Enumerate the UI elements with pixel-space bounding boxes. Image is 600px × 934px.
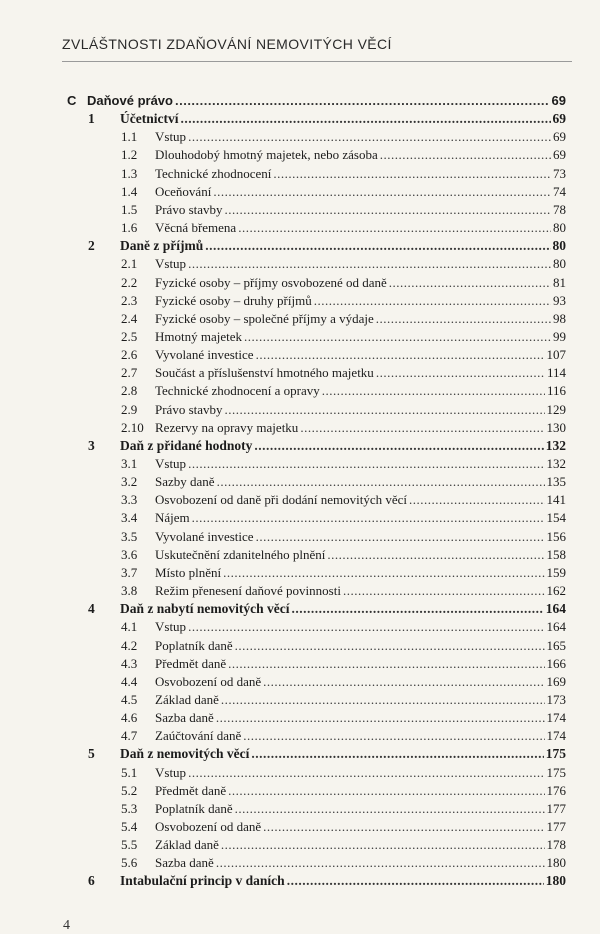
toc-entry-number: 3.7 (121, 564, 138, 580)
toc-entry-page: 80 (553, 220, 566, 236)
toc-entry-number: 3.4 (121, 510, 138, 526)
toc-entry-line (155, 329, 566, 345)
toc-entry-number: 3.8 (121, 583, 138, 599)
toc-entry-number: 3.1 (121, 456, 138, 471)
toc-entry-line (155, 547, 566, 563)
toc-entry-page: 165 (546, 637, 566, 653)
toc-dot-leader (235, 801, 545, 817)
toc-entry-line (155, 565, 566, 581)
toc-entry-line (155, 220, 566, 236)
toc-entry-line (155, 765, 566, 781)
toc-entry-page: 74 (553, 183, 566, 199)
toc-entry-line (155, 783, 566, 799)
toc-dot-leader (228, 783, 544, 799)
toc-dot-leader (314, 293, 551, 309)
toc-entry-line (155, 638, 566, 654)
toc-dot-leader (256, 529, 545, 545)
toc-entry-title: Poplatník daně (155, 637, 233, 653)
toc-dot-leader (192, 510, 545, 526)
toc-entry-title: Režim přenesení daňové povinnosti (155, 583, 341, 599)
toc-entry-page: 178 (546, 837, 566, 853)
toc-dot-leader (244, 329, 551, 345)
toc-entry-number: 1.2 (121, 147, 138, 163)
toc-entry-line (120, 601, 566, 617)
toc-entry-page: 135 (546, 474, 566, 490)
toc-entry-title: Vstup (155, 129, 187, 145)
toc-entry-title: Intabulační princip v daních (120, 873, 285, 889)
toc-entry-number: C (67, 93, 77, 108)
toc-entry-page: 69 (551, 93, 566, 108)
toc-entry-line (155, 365, 566, 381)
toc-entry-line (155, 129, 566, 145)
toc-dot-leader (188, 765, 544, 781)
toc-entry-number: 5.6 (121, 855, 138, 871)
toc-dot-leader (343, 583, 545, 599)
toc-entry-number: 4.6 (121, 710, 138, 726)
toc-entry-title: Poplatník daně (155, 800, 233, 816)
toc-entry-title: Nájem (155, 510, 190, 526)
toc-dot-leader (223, 565, 544, 581)
toc-entry-number: 2.9 (121, 401, 138, 417)
toc-entry-number: 3 (88, 437, 95, 453)
toc-dot-leader (254, 438, 543, 454)
toc-entry-page: 164 (545, 601, 566, 617)
toc-entry-title: Osvobození od daně (155, 673, 262, 689)
toc-entry-page: 159 (546, 564, 566, 580)
toc-entry-line (155, 293, 566, 309)
toc-entry-page: 80 (553, 256, 566, 272)
toc-entry-line (155, 456, 566, 472)
toc-entry-number: 2.1 (121, 256, 138, 272)
toc-entry-page: 141 (546, 492, 566, 508)
toc-entry-number: 4.7 (121, 728, 138, 744)
toc-dot-leader (175, 93, 550, 108)
toc-entry-title: Uskutečnění zdanitelného plnění (155, 546, 326, 562)
toc-entry-line (155, 619, 566, 635)
toc-entry-page: 107 (546, 347, 566, 363)
toc-entry-title: Daň z nabytí nemovitých věcí (120, 601, 290, 617)
toc-entry-line (155, 147, 566, 163)
toc-dot-leader (263, 819, 544, 835)
toc-entry-title: Rezervy na opravy majetku (155, 419, 299, 435)
toc-entry-title: Věcná břemena (155, 220, 237, 236)
toc-entry-line (155, 692, 566, 708)
toc-dot-leader (256, 347, 545, 363)
toc-entry-page: 166 (546, 655, 566, 671)
toc-entry-line (155, 420, 566, 436)
toc-entry-title: Technické zhodnocení a opravy (155, 383, 320, 399)
toc-entry-line (155, 674, 566, 690)
toc-entry-page: 162 (546, 583, 566, 599)
toc-dot-leader (251, 746, 543, 762)
toc-dot-leader (228, 656, 544, 672)
toc-entry-number: 2.10 (121, 419, 144, 435)
header-rule (62, 61, 572, 62)
toc-entry-page: 114 (546, 365, 566, 381)
toc-entry-number: 3.2 (121, 474, 138, 490)
toc-entry-number: 4.1 (121, 619, 138, 635)
toc-entry-title: Předmět daně (155, 655, 227, 671)
toc-entry-line (155, 728, 566, 744)
toc-entry-line (120, 438, 566, 454)
toc-entry-page: 132 (545, 437, 566, 453)
toc-entry-title: Vyvolané investice (155, 528, 254, 544)
toc-entry-title: Technické zhodnocení (155, 165, 272, 181)
toc-entry-title: Vstup (155, 764, 187, 780)
toc-entry-number: 3.6 (121, 546, 138, 562)
toc-entry-number: 4.4 (121, 673, 138, 689)
toc-entry-page: 175 (546, 764, 566, 780)
toc-entry-title: Osvobození od daně při dodání nemovitých věcí (155, 492, 407, 508)
toc-entry-page: 81 (553, 274, 566, 290)
toc-entry-title: Právo stavby (155, 401, 223, 417)
toc-entry-number: 4.2 (121, 637, 138, 653)
toc-dot-leader (221, 692, 545, 708)
toc-entry-number: 5.3 (121, 800, 138, 816)
toc-dot-leader (217, 474, 545, 490)
toc-entry-page: 93 (553, 292, 566, 308)
toc-entry-page: 69 (552, 111, 566, 127)
toc-dot-leader (188, 619, 544, 635)
toc-entry-page: 130 (546, 419, 566, 435)
toc-entry-line (120, 238, 566, 254)
toc-entry-page: 78 (553, 201, 566, 217)
toc-entry-line (155, 510, 566, 526)
toc-entry-number: 5 (88, 746, 95, 762)
toc-entry-page: 176 (546, 782, 566, 798)
toc-dot-leader (225, 402, 545, 418)
toc-entry-number: 5.4 (121, 819, 138, 834)
toc-dot-leader (409, 492, 545, 508)
toc-dot-leader (300, 420, 544, 436)
toc-entry-line (155, 710, 566, 726)
toc-dot-leader (213, 184, 551, 200)
toc-dot-leader (389, 275, 551, 291)
toc-dot-leader (376, 365, 545, 381)
toc-entry-number: 2 (88, 238, 95, 254)
toc-entry-number: 2.3 (121, 292, 138, 308)
toc-entry-number: 2.6 (121, 347, 138, 363)
toc-entry-line (155, 801, 566, 817)
toc-dot-leader (380, 147, 551, 163)
toc-entry-line (87, 93, 566, 108)
toc-entry-page: 180 (546, 855, 566, 871)
toc-entry-line (120, 111, 566, 127)
toc-entry-number: 5.2 (121, 782, 138, 798)
toc-entry-title: Dlouhodobý hmotný majetek, nebo zásoba (155, 147, 378, 163)
toc-entry-title: Fyzické osoby – příjmy osvobozené od daně (155, 274, 387, 290)
toc-entry-number: 2.5 (121, 328, 138, 344)
toc-dot-leader (327, 547, 544, 563)
toc-entry-page: 177 (546, 819, 566, 834)
toc-entry-title: Zaúčtování daně (155, 728, 242, 744)
toc-entry-page: 175 (545, 746, 566, 762)
toc-entry-title: Daně z příjmů (120, 238, 204, 254)
toc-entry-page: 156 (546, 528, 566, 544)
toc-entry-page: 99 (553, 328, 566, 344)
toc-entry-page: 154 (546, 510, 566, 526)
toc-entry-number: 1.5 (121, 201, 138, 217)
toc-entry-title: Daň z přidané hodnoty (120, 437, 253, 453)
toc-entry-page: 80 (552, 238, 566, 254)
toc-entry-page: 73 (553, 165, 566, 181)
toc-entry-number: 4.3 (121, 655, 138, 671)
toc-entry-line (155, 656, 566, 672)
toc-entry-title: Právo stavby (155, 201, 223, 217)
toc-entry-title: Místo plnění (155, 564, 222, 580)
toc-entry-title: Základ daně (155, 837, 219, 853)
toc-dot-leader (292, 601, 544, 617)
toc-dot-leader (376, 311, 551, 327)
toc-entry-page: 69 (553, 147, 566, 163)
toc-entry-page: 174 (546, 728, 566, 744)
toc-entry-number: 4 (88, 601, 95, 617)
toc-dot-leader (216, 855, 545, 871)
toc-entry-number: 2.7 (121, 365, 138, 381)
toc-entry-title: Vstup (155, 619, 187, 635)
toc-entry-line (155, 202, 566, 218)
toc-entry-line (155, 256, 566, 272)
page-number: 4 (63, 918, 70, 933)
toc-entry-number: 6 (88, 873, 95, 889)
toc-entry-page: 69 (553, 129, 566, 145)
toc-entry-page: 158 (546, 546, 566, 562)
toc-entry-page: 169 (546, 673, 566, 689)
toc-dot-leader (322, 383, 545, 399)
toc-entry-number: 1.6 (121, 220, 138, 236)
toc-dot-leader (287, 873, 544, 889)
toc-entry-title: Vyvolané investice (155, 347, 254, 363)
toc-entry-line (155, 529, 566, 545)
toc-entry-title: Účetnictví (120, 111, 179, 127)
toc-entry-title: Hmotný majetek (155, 328, 243, 344)
toc-entry-title: Daňové právo (87, 93, 173, 108)
toc-entry-title: Fyzické osoby – společné příjmy a výdaje (155, 310, 374, 326)
toc-entry-number: 1.3 (121, 165, 138, 181)
toc-entry-page: 177 (546, 800, 566, 816)
toc-entry-page: 116 (546, 383, 566, 399)
toc-entry-number: 3.3 (121, 492, 138, 508)
toc-entry-number: 1.1 (121, 129, 138, 145)
toc-entry-line (120, 873, 566, 889)
toc-entry-number: 3.5 (121, 528, 138, 544)
toc-dot-leader (216, 710, 545, 726)
toc-entry-title: Osvobození od daně (155, 819, 262, 834)
toc-entry-page: 164 (546, 619, 566, 635)
toc-entry-number: 2.4 (121, 310, 138, 326)
toc-entry-title: Sazby daně (155, 474, 215, 490)
toc-entry-line (155, 275, 566, 291)
toc-dot-leader (188, 456, 544, 472)
toc-entry-title: Oceňování (155, 183, 212, 199)
toc-entry-number: 1.4 (121, 183, 138, 199)
toc-entry-number: 5.5 (121, 837, 138, 853)
toc-entry-line (155, 837, 566, 853)
toc-entry-line (155, 855, 566, 871)
toc-entry-title: Předmět daně (155, 782, 227, 798)
toc-entry-line (155, 311, 566, 327)
toc-entry-number: 4.5 (121, 691, 138, 707)
toc-dot-leader (238, 220, 551, 236)
toc-entry-line (155, 383, 566, 399)
toc-entry-page: 174 (546, 710, 566, 726)
toc-entry-title: Vstup (155, 256, 187, 272)
toc-dot-leader (221, 837, 545, 853)
toc-entry-number: 2.8 (121, 383, 138, 399)
toc-dot-leader (235, 638, 545, 654)
toc-entry-title: Sazba daně (155, 855, 214, 871)
toc-dot-leader (188, 256, 551, 272)
toc-entry-line (155, 492, 566, 508)
toc-entry-number: 2.2 (121, 274, 138, 290)
toc-entry-page: 173 (546, 691, 566, 707)
toc-dot-leader (225, 202, 551, 218)
toc-dot-leader (273, 166, 551, 182)
toc-entry-page: 129 (546, 401, 566, 417)
toc-entry-title: Vstup (155, 456, 187, 471)
toc-entry-number: 5.1 (121, 764, 138, 780)
running-head: ZVLÁŠTNOSTI ZDAŇOVÁNÍ NEMOVITÝCH VĚCÍ (62, 36, 392, 52)
toc-dot-leader (205, 238, 550, 254)
toc-entry-title: Sazba daně (155, 710, 214, 726)
toc-dot-leader (188, 129, 551, 145)
toc-entry-title: Fyzické osoby – druhy příjmů (155, 292, 312, 308)
toc-entry-title: Daň z nemovitých věcí (120, 746, 250, 762)
toc-entry-line (155, 474, 566, 490)
toc-entry-page: 132 (546, 456, 566, 471)
toc-entry-line (155, 166, 566, 182)
toc-entry-line (155, 819, 566, 835)
toc-entry-line (155, 583, 566, 599)
toc-entry-page: 180 (545, 873, 566, 889)
toc-dot-leader (180, 111, 550, 127)
toc-dot-leader (243, 728, 544, 744)
toc-entry-title: Součást a příslušenství hmotného majetku (155, 365, 374, 381)
toc-entry-line (155, 347, 566, 363)
toc-entry-line (155, 402, 566, 418)
toc-entry-page: 98 (553, 310, 566, 326)
toc-entry-line (155, 184, 566, 200)
toc-entry-line (120, 746, 566, 762)
toc-entry-title: Základ daně (155, 691, 219, 707)
toc-entry-number: 1 (88, 111, 95, 127)
toc-dot-leader (263, 674, 544, 690)
